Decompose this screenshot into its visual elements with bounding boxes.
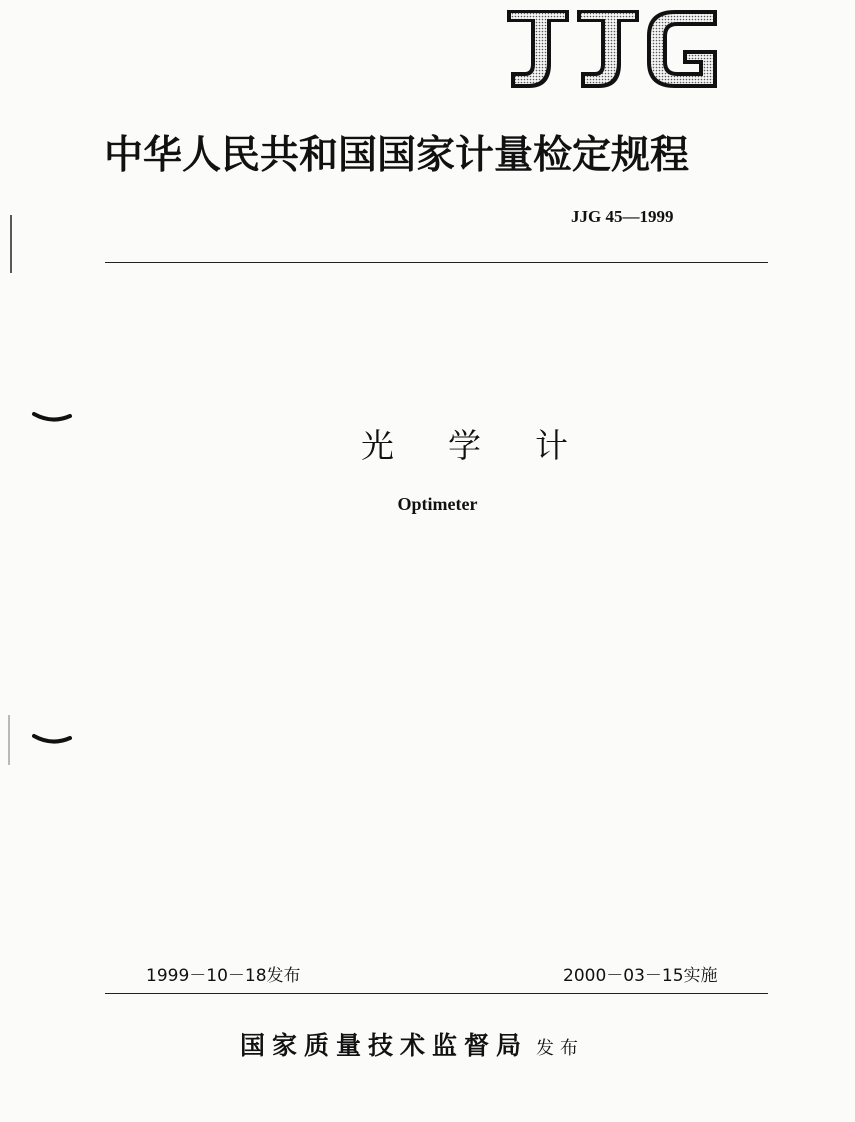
publish-word: 发布 xyxy=(536,1038,585,1059)
binding-mark-bottom xyxy=(6,715,14,765)
publisher-line xyxy=(240,1026,584,1062)
binding-mark-top xyxy=(8,215,18,275)
publisher-name: 国家质量技术监督局 xyxy=(240,1031,529,1060)
document-subtitle: Optimeter xyxy=(397,494,478,514)
logo-letter-j1 xyxy=(507,10,569,88)
logo-letter-g xyxy=(647,10,717,88)
bottom-divider xyxy=(105,993,768,994)
binding-hole-mark-2 xyxy=(30,726,75,756)
implementation-date: 2000－03－15实施 xyxy=(563,966,718,986)
jjg-logo xyxy=(505,6,720,91)
logo-letter-j2 xyxy=(577,10,639,88)
org-title: 中华人民共和国国家计量检定规程 xyxy=(104,132,690,178)
binding-hole-mark-1 xyxy=(30,400,75,430)
issue-date: 1999－10－18发布 xyxy=(146,966,301,986)
standard-code: JJG 45—1999 xyxy=(571,207,674,226)
document-title: 光学计 xyxy=(361,426,622,465)
top-divider xyxy=(105,262,768,263)
